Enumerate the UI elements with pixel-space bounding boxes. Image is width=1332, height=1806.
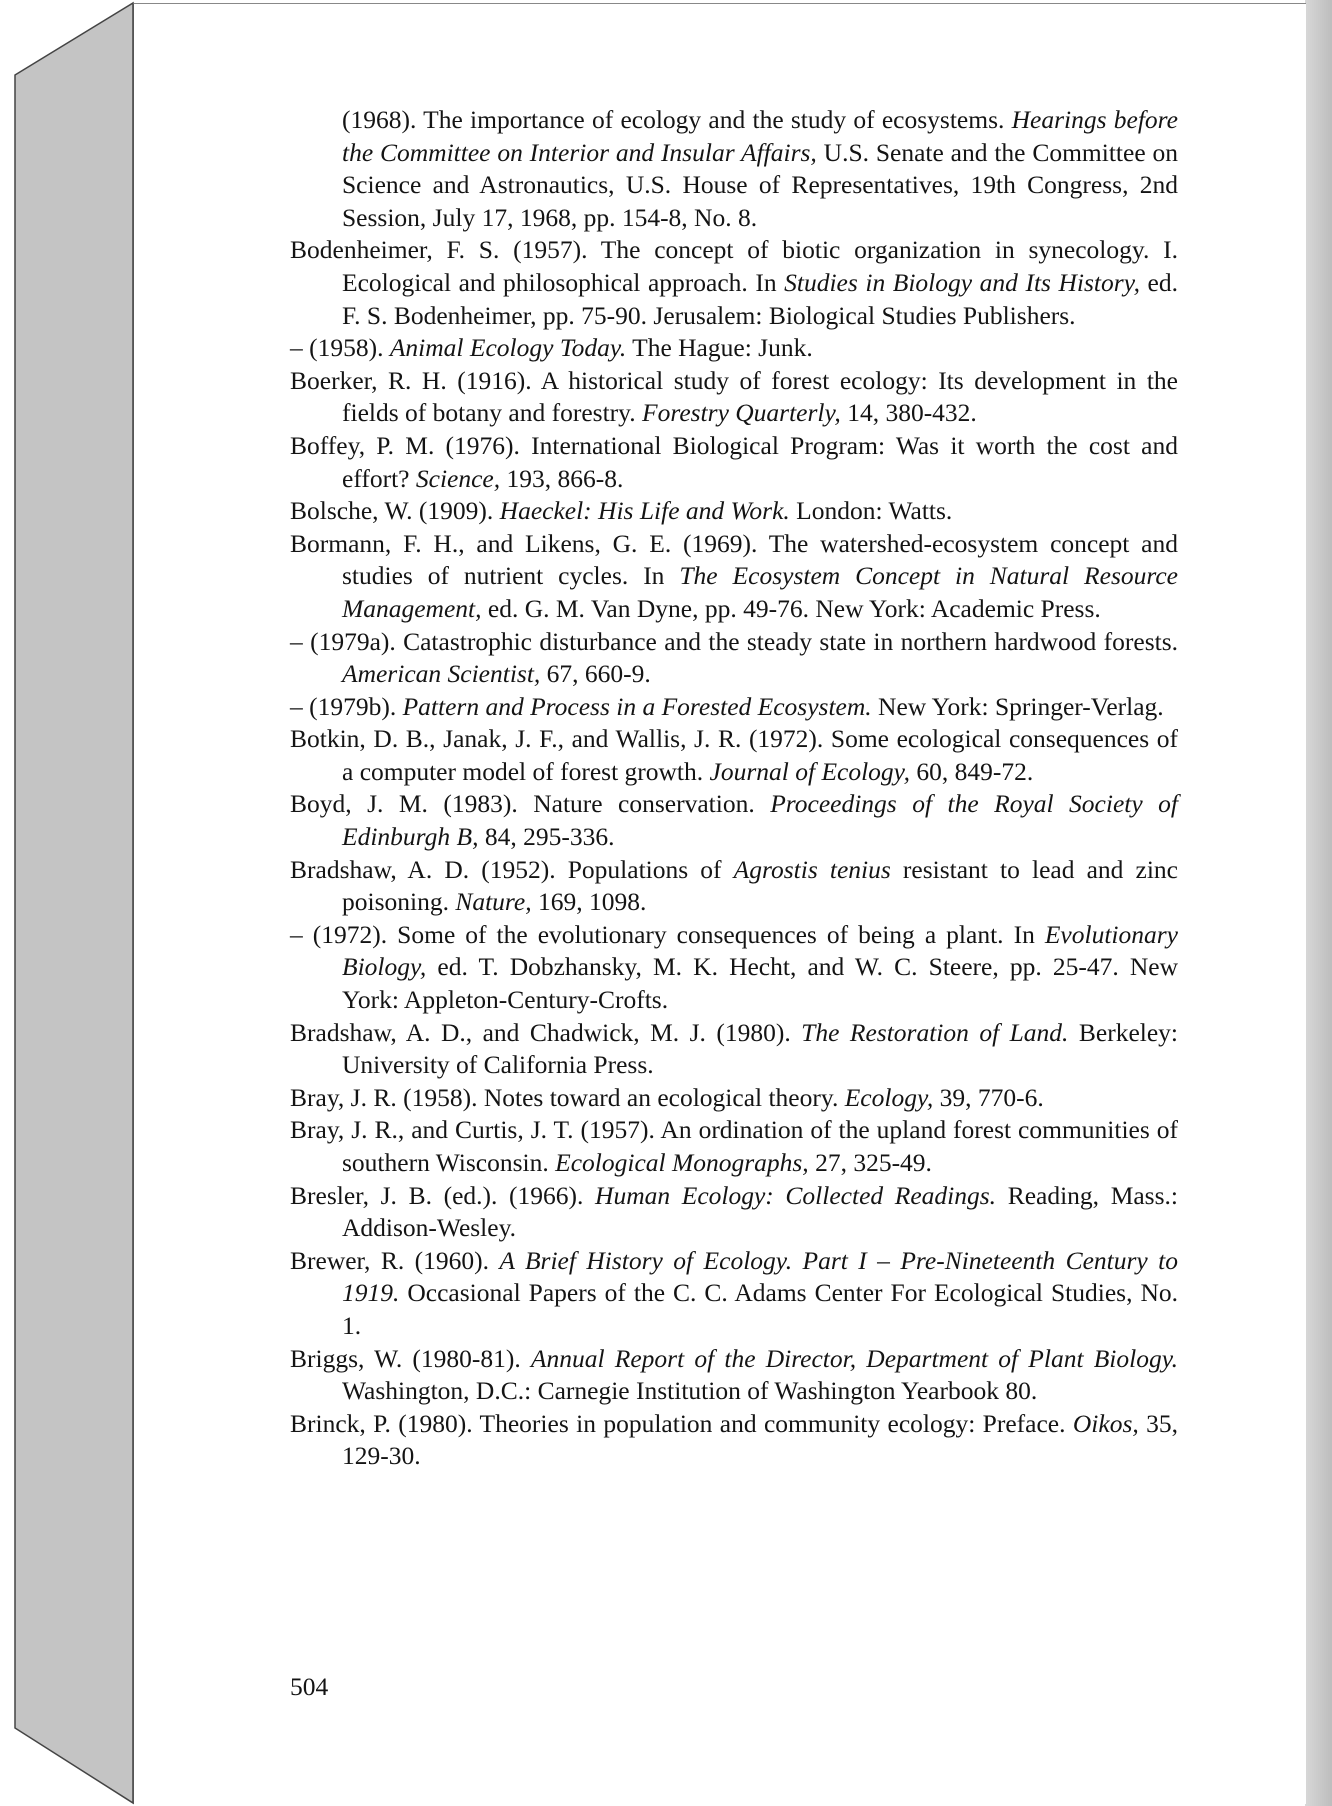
reference-text: Bresler, J. B. (ed.). (1966). [290, 1180, 596, 1210]
reference-entry [290, 691, 1178, 724]
reference-text: 39, 770-6. [933, 1082, 1044, 1112]
reference-text: Reading, Mass.: Addison-Wesley. [342, 1180, 1178, 1243]
reference-text: Washington, D.C.: Carnegie Institution of Washington Yearbook 80. [342, 1376, 1038, 1406]
reference-text: London: Watts. [789, 496, 953, 526]
reference-entry [290, 919, 1178, 1017]
reference-text: Boerker, R. H. (1916). A historical study of forest ecology: Its development in the fields of botany and forestry. [290, 365, 1178, 428]
reference-title-italic: Journal of Ecology, [709, 756, 910, 786]
reference-text: New York: Springer-Verlag. [871, 691, 1164, 721]
reference-entry [290, 1180, 1178, 1245]
reference-text: (1968). The importance of ecology and the study of ecosystems. [342, 105, 1012, 134]
reference-entry [290, 854, 1178, 919]
reference-title-italic: Nature, [455, 887, 532, 917]
reference-entry [290, 365, 1178, 430]
reference-text: Bradshaw, A. D., and Chadwick, M. J. (1980). [290, 1017, 802, 1047]
reference-text: 169, 1098. [531, 887, 647, 917]
reference-text: Botkin, D. B., Janak, J. F., and Wallis, J. R. (1972). Some ecological consequences of a computer model of forest growth. [290, 724, 1178, 786]
reference-text: 35, 129-30. [342, 1408, 1178, 1471]
reference-text: – (1958). [290, 333, 390, 363]
reference-entry [290, 430, 1178, 495]
reference-title-italic: Oikos, [1072, 1408, 1139, 1438]
reference-title-italic: The Restoration of Land. [801, 1017, 1069, 1047]
reference-text: Bray, J. R., and Curtis, J. T. (1957). An ordination of the upland forest communities of southern Wisconsin. [290, 1115, 1178, 1177]
reference-text: ed. F. S. Bodenheimer, pp. 75-90. Jerusalem: Biological Studies Publishers. [342, 267, 1178, 330]
reference-title-italic: Proceedings of the Royal Society of Edinburgh B, [342, 789, 1178, 852]
reference-title-italic: American Scientist, [342, 659, 541, 689]
reference-text: Bormann, F. H., and Likens, G. E. (1969). The watershed-ecosystem concept and studies of nutrient cycles. In [290, 528, 1178, 591]
reference-entry [290, 495, 1178, 528]
reference-title-italic: Ecological Monographs, [555, 1148, 809, 1177]
reference-title-italic: Studies in Biology and Its History, [784, 267, 1140, 297]
reference-title-italic: Animal Ecology Today. [389, 333, 627, 363]
reference-text: ed. T. Dobzhansky, M. K. Hecht, and W. C. Steere, pp. 25-47. New York: Appleton-Century-Crofts. [342, 952, 1178, 1015]
reference-text: Boyd, J. M. (1983). Nature conservation. [290, 789, 771, 819]
reference-title-italic: Pattern and Process in a Forested Ecosystem. [402, 691, 872, 721]
reference-title-italic: Ecology, [844, 1082, 934, 1112]
reference-entry [290, 1245, 1178, 1343]
reference-title-italic: Hearings before the Committee on Interior and Insular Affairs, [342, 105, 1178, 167]
reference-text: Boffey, P. M. (1976). International Biological Program: Was it worth the cost and effort? [290, 430, 1178, 493]
reference-text: – (1979a). Catastrophic disturbance and the steady state in northern hardwood forests. [290, 626, 1178, 656]
reference-entry [290, 1343, 1178, 1408]
reference-text: 193, 866-8. [500, 463, 624, 493]
reference-entry [290, 1408, 1178, 1473]
reference-title-italic: Human Ecology: Collected Readings. [595, 1180, 997, 1210]
reference-text: Bray, J. R. (1958). Notes toward an ecological theory. [290, 1082, 845, 1112]
reference-text: Berkeley: University of California Press. [342, 1017, 1178, 1080]
reference-title-italic: A Brief History of Ecology. Part I – Pre-Nineteenth Century to 1919. [342, 1245, 1179, 1308]
reference-title-italic: Forestry Quarterly, [642, 398, 841, 428]
reference-entry [290, 528, 1178, 626]
reference-entry [290, 104, 1178, 234]
reference-list [290, 104, 1178, 1473]
reference-text: 67, 660-9. [540, 659, 651, 689]
page-edge-shadow [1305, 0, 1332, 1806]
reference-title-italic: The Ecosystem Concept in Natural Resource Management, [342, 561, 1178, 623]
reference-entry [290, 234, 1178, 332]
reference-text: resistant to lead and zinc poisoning. [342, 854, 1178, 917]
reference-text: U.S. Senate and the Committee on Science and Astronautics, U.S. House of Representatives, 19th Congress, 2nd Session, July 17, 1968, pp. 154-8, No. 8. [342, 137, 1178, 232]
reference-entry [290, 626, 1178, 691]
reference-text: Bodenheimer, F. S. (1957). The concept of biotic organization in synecology. I. Ecological and philosophical approach. In [290, 235, 1178, 297]
page-number: 504 [290, 1672, 329, 1701]
reference-text: Bradshaw, A. D. (1952). Populations of [290, 854, 734, 884]
reference-text: Bolsche, W. (1909). [290, 496, 500, 526]
reference-text: 84, 295-336. [478, 822, 615, 852]
reference-entry [290, 332, 1178, 365]
reference-title-italic: Evolutionary Biology, [342, 919, 1178, 982]
reference-text: 14, 380-432. [840, 398, 977, 428]
reference-text: Brinck, P. (1980). Theories in population and community ecology: Preface. [290, 1408, 1073, 1438]
reference-entry [290, 788, 1178, 853]
reference-entry [290, 1114, 1178, 1179]
reference-title-italic: Agrostis tenius [733, 854, 891, 884]
reference-text: ed. G. M. Van Dyne, pp. 49-76. New York: Academic Press. [481, 593, 1101, 623]
reference-text: 60, 849-72. [909, 756, 1034, 786]
reference-text: Occasional Papers of the C. C. Adams Center For Ecological Studies, No. 1. [342, 1278, 1178, 1340]
reference-text: Briggs, W. (1980-81). [290, 1343, 531, 1373]
reference-entry [290, 723, 1178, 788]
reference-text: The Hague: Junk. [626, 333, 813, 363]
reference-text: – (1972). Some of the evolutionary consequences of being a plant. In [290, 919, 1045, 949]
reference-text: 27, 325-49. [808, 1148, 932, 1177]
reference-entry [290, 1082, 1178, 1115]
reference-title-italic: Haeckel: His Life and Work. [499, 496, 790, 526]
reference-title-italic: Science, [415, 463, 501, 493]
reference-title-italic: Annual Report of the Director, Department of Plant Biology. [530, 1343, 1178, 1373]
reference-text: – (1979b). [290, 691, 403, 721]
reference-text: Brewer, R. (1960). [290, 1245, 500, 1275]
reference-entry [290, 1017, 1178, 1082]
